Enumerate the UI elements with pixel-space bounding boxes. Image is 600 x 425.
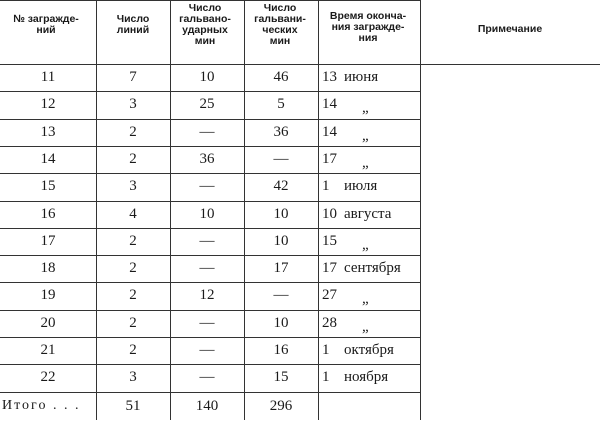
cell-galvanicheskie: — — [273, 287, 289, 303]
cell-zagrazhdenie-number: 14 — [40, 151, 56, 167]
cell-galvano-udarnye: — — [199, 315, 215, 331]
cell-zagrazhdenie-number: 20 — [40, 315, 56, 331]
cell-month: сентября — [344, 260, 401, 276]
header-line: № загражде- — [13, 13, 79, 25]
total-galvano-udarnye: 140 — [195, 398, 219, 414]
header-bottom-border — [0, 64, 600, 65]
cell-galvanicheskie: 17 — [273, 260, 289, 276]
total-label: Итого . . . — [2, 398, 81, 413]
header-line: ударных — [182, 24, 228, 36]
cell-day: 1 — [322, 369, 330, 385]
row-separator — [0, 91, 420, 92]
cell-galvanicheskie: 42 — [273, 178, 289, 194]
cell-galvano-udarnye: — — [199, 342, 215, 358]
cell-zagrazhdenie-number: 22 — [40, 369, 56, 385]
cell-zagrazhdenie-number: 18 — [40, 260, 56, 276]
cell-day: 14 — [322, 96, 337, 112]
cell-zagrazhdenie-number: 15 — [40, 178, 56, 194]
cell-zagrazhdenie-number: 17 — [40, 233, 56, 249]
row-separator — [0, 201, 420, 202]
cell-day: 17 — [322, 260, 337, 276]
cell-day: 14 — [322, 124, 337, 140]
cell-lines: 2 — [129, 233, 137, 249]
header-lines — [98, 14, 168, 36]
header-line: ний — [36, 24, 56, 36]
cell-zagrazhdenie-number: 13 — [40, 124, 56, 140]
header-galvanicheskie — [244, 3, 316, 47]
row-separator — [0, 392, 420, 393]
cell-day: 17 — [322, 151, 337, 167]
cell-galvano-udarnye: 36 — [199, 151, 215, 167]
header-line: ния — [358, 32, 378, 44]
cell-month: августа — [344, 206, 392, 222]
cell-lines: 3 — [129, 178, 137, 194]
cell-lines: 4 — [129, 206, 137, 222]
cell-month: „ — [362, 100, 369, 116]
header-time — [318, 11, 418, 44]
cell-lines: 2 — [129, 287, 137, 303]
row-separator — [0, 119, 420, 120]
cell-galvanicheskie: 46 — [273, 69, 289, 85]
cell-day: 1 — [322, 178, 330, 194]
cell-lines: 2 — [129, 315, 137, 331]
cell-month: „ — [362, 128, 369, 144]
header-line: Время оконча- — [329, 10, 407, 22]
header-line: мин — [194, 35, 216, 47]
header-zagrazhdenie — [0, 14, 92, 36]
header-line: гальвани- — [254, 13, 306, 25]
cell-month: „ — [362, 291, 369, 307]
cell-galvanicheskie: 10 — [273, 233, 289, 249]
row-separator — [0, 337, 420, 338]
column-separator — [420, 0, 421, 420]
column-separator — [318, 0, 319, 420]
cell-galvanicheskie: 36 — [273, 124, 289, 140]
cell-month: ноября — [344, 369, 389, 385]
cell-lines: 3 — [129, 96, 137, 112]
cell-lines: 7 — [129, 69, 137, 85]
cell-galvano-udarnye: 25 — [199, 96, 215, 112]
cell-galvano-udarnye: — — [199, 178, 215, 194]
row-separator — [0, 255, 420, 256]
cell-galvano-udarnye: 12 — [199, 287, 215, 303]
table-top-border — [0, 0, 420, 1]
header-galvano-udarnye — [170, 3, 240, 47]
cell-galvano-udarnye: — — [199, 369, 215, 385]
cell-month: июля — [344, 178, 378, 194]
cell-lines: 2 — [129, 260, 137, 276]
cell-month: „ — [362, 319, 369, 335]
header-line: мин — [269, 35, 291, 47]
cell-month: „ — [362, 237, 369, 253]
cell-galvanicheskie: — — [273, 151, 289, 167]
row-separator — [0, 173, 420, 174]
cell-galvano-udarnye: 10 — [199, 206, 215, 222]
cell-zagrazhdenie-number: 16 — [40, 206, 56, 222]
total-galvanicheskie: 296 — [269, 398, 293, 414]
cell-galvanicheskie: 15 — [273, 369, 289, 385]
row-separator — [0, 146, 420, 147]
header-line: гальвано- — [179, 13, 231, 25]
header-line: ния загражде- — [331, 21, 405, 33]
cell-galvanicheskie: 10 — [273, 315, 289, 331]
header-note — [420, 24, 600, 35]
header-line: ческих — [262, 24, 298, 36]
cell-lines: 2 — [129, 342, 137, 358]
cell-galvano-udarnye: — — [199, 260, 215, 276]
header-line: Число — [263, 2, 297, 14]
cell-zagrazhdenie-number: 21 — [40, 342, 56, 358]
cell-day: 1 — [322, 342, 330, 358]
cell-galvano-udarnye: — — [199, 124, 215, 140]
row-separator — [0, 364, 420, 365]
cell-galvanicheskie: 10 — [273, 206, 289, 222]
row-separator — [0, 310, 420, 311]
cell-galvanicheskie: 5 — [277, 96, 285, 112]
header-line: линий — [116, 24, 150, 36]
cell-zagrazhdenie-number: 11 — [40, 69, 56, 85]
row-separator — [0, 282, 420, 283]
cell-galvano-udarnye: — — [199, 233, 215, 249]
cell-lines: 2 — [129, 151, 137, 167]
header-line: Число — [188, 2, 222, 14]
cell-month: октября — [344, 342, 394, 358]
cell-lines: 3 — [129, 369, 137, 385]
total-lines: 51 — [125, 398, 141, 414]
cell-zagrazhdenie-number: 12 — [40, 96, 56, 112]
header-line: Примечание — [477, 23, 543, 35]
row-separator — [0, 228, 420, 229]
cell-day: 15 — [322, 233, 337, 249]
header-line: Число — [116, 13, 150, 25]
cell-month: июня — [344, 69, 379, 85]
cell-day: 13 — [322, 69, 337, 85]
cell-zagrazhdenie-number: 19 — [40, 287, 56, 303]
cell-day: 28 — [322, 315, 337, 331]
cell-lines: 2 — [129, 124, 137, 140]
cell-galvano-udarnye: 10 — [199, 69, 215, 85]
cell-day: 10 — [322, 206, 337, 222]
cell-day: 27 — [322, 287, 337, 303]
cell-month: „ — [362, 155, 369, 171]
cell-galvanicheskie: 16 — [273, 342, 289, 358]
